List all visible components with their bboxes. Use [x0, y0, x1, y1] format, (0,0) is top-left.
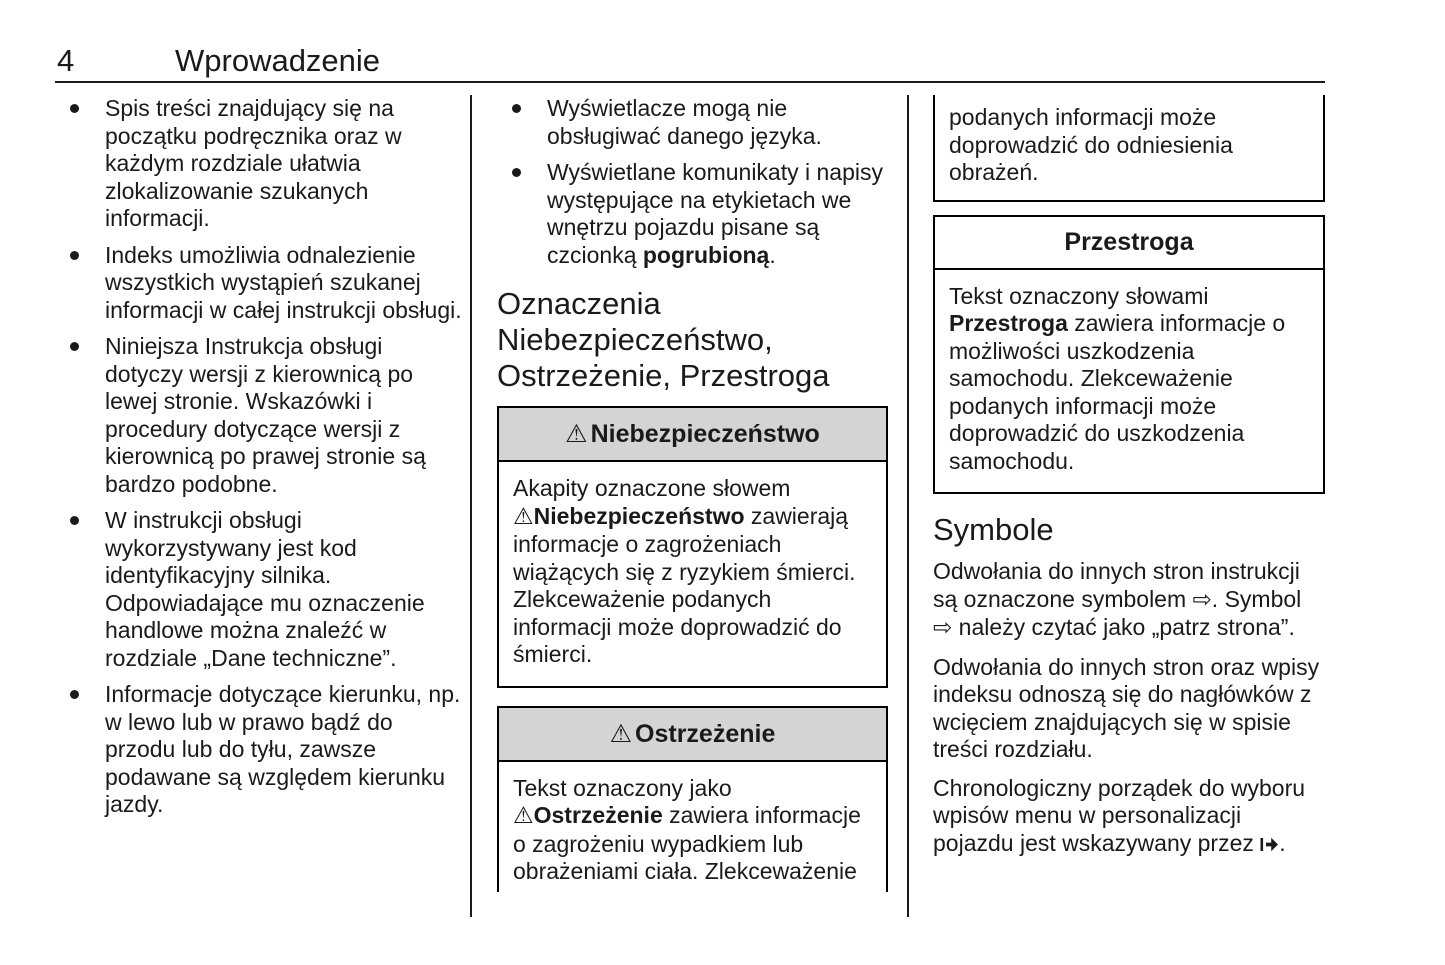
list-item [55, 95, 463, 233]
page-reference-arrow-icon: ⇨ [1192, 586, 1212, 613]
column-separator-1 [470, 95, 472, 917]
warning-box-title: Ostrzeżenie [635, 719, 776, 748]
caution-box-title: Przestroga [1064, 227, 1194, 256]
danger-box-body: Akapity oznaczone słowem ⚠Niebezpieczeństwo zawierają informacje o zagrożeniach wiążących się z ryzykiem śmierci. Zlekceważenie podanych informacji może doprowadzić do śmierci. [513, 475, 856, 667]
header-rule [55, 81, 1325, 83]
warning-box-continuation [933, 95, 1325, 202]
column-1 [55, 95, 463, 828]
list-item-text: Niniejsza Instrukcja obsługi dotyczy wersji z kierownicą po lewej stronie. Wskazówki i procedury dotyczące wersji z kierownicą po prawej stronie są bardzo podobne. [105, 333, 426, 497]
intro-bullet-list [55, 95, 463, 819]
list-item-text: Indeks umożliwia odnalezienie wszystkich wystąpień szukanej informacji w całej instrukcji obsługi. [105, 241, 462, 323]
warning-triangle-icon: ⚠ [513, 503, 534, 530]
caution-box [933, 215, 1325, 495]
bullet-dot [70, 516, 79, 525]
warning-box-body: Tekst oznaczony jako ⚠Ostrzeżenie zawiera informacje o zagrożeniu wypadkiem lub obrażeniami ciała. Zlekceważenie [513, 774, 861, 884]
danger-box-title: Niebezpieczeństwo [590, 420, 820, 448]
warning-box [497, 706, 888, 892]
warning-triangle-icon: ⚠ [513, 803, 534, 829]
list-item [497, 159, 888, 269]
list-item-text: Wyświetlane komunikaty i napisy występujące na etykietach we wnętrzu pojazdu pisane są czcionką pogrubioną. [547, 159, 883, 268]
list-item [55, 681, 463, 819]
danger-box [497, 406, 888, 688]
column-separator-2 [907, 95, 909, 917]
symbols-paragraph-2: Odwołania do innych stron oraz wpisy indeksu odnoszą się do nagłówków z wcięciem znajdujących się w spisie treści rozdziału. [933, 653, 1320, 762]
bullet-dot [70, 104, 79, 113]
warning-box-continuation-text: podanych informacji może doprowadzić do odniesienia obrażeń. [949, 104, 1233, 185]
column-3 [933, 95, 1325, 870]
warning-box-header [499, 708, 886, 762]
list-item-text: Informacje dotyczące kierunku, np. w lewo lub w prawo bądź do przodu lub do tyłu, zawsze podawane są względem kierunku jazdy. [105, 681, 461, 817]
section-heading-oznaczenia: Oznaczenia Niebezpieczeństwo, Ostrzeżenie, Przestroga [497, 286, 830, 393]
display-bullet-list [497, 95, 888, 269]
warning-triangle-icon: ⚠ [609, 718, 633, 748]
list-item-text: W instrukcji obsługi wykorzystywany jest kod identyfikacyjny silnika. Odpowiadające mu oznaczenie handlowe można znaleźć w rozdziale „Dane techniczne”. [105, 507, 425, 671]
list-item [55, 333, 463, 498]
section-heading-symbole: Symbole [933, 512, 1054, 547]
page-reference-arrow-icon: ⇨ [933, 615, 953, 641]
warning-triangle-icon: ⚠ [565, 419, 588, 448]
bullet-dot [70, 690, 79, 699]
list-item [55, 242, 463, 325]
symbols-paragraph-1: Odwołania do innych stron instrukcji są oznaczone symbolem ⇨. Symbol ⇨ należy czytać jako „patrz strona”. [933, 558, 1302, 641]
list-item-text: Spis treści znajdujący się na początku podręcznika oraz w każdym rozdziale ułatwia zlokalizowanie szukanych informacji. [105, 95, 402, 231]
bullet-dot [70, 342, 79, 351]
bullet-dot [70, 251, 79, 260]
danger-box-header [499, 408, 886, 462]
chapter-title: Wprowadzenie [175, 43, 381, 78]
menu-sequence-arrow-icon [1260, 832, 1279, 860]
symbols-paragraph-3-period: . [1279, 829, 1286, 856]
bullet-dot [512, 168, 521, 177]
caution-box-body: Tekst oznaczony słowami Przestroga zawiera informacje o możliwości uszkodzenia samochodu. Zlekceważenie podanych informacji może doprowadzić do uszkodzenia samochodu. [949, 282, 1286, 474]
symbols-paragraph-3-text: Chronologiczny porządek do wyboru wpisów menu w personalizacji pojazdu jest wskazywany przez [933, 774, 1306, 856]
bullet-dot [512, 104, 521, 113]
caution-box-header [935, 217, 1323, 270]
symbols-paragraph-3 [933, 775, 1325, 860]
list-item [55, 507, 463, 672]
page-number: 4 [57, 43, 75, 78]
column-2 [497, 95, 888, 892]
list-item-text: Wyświetlacze mogą nie obsługiwać danego języka. [547, 95, 822, 149]
list-item [497, 95, 888, 150]
